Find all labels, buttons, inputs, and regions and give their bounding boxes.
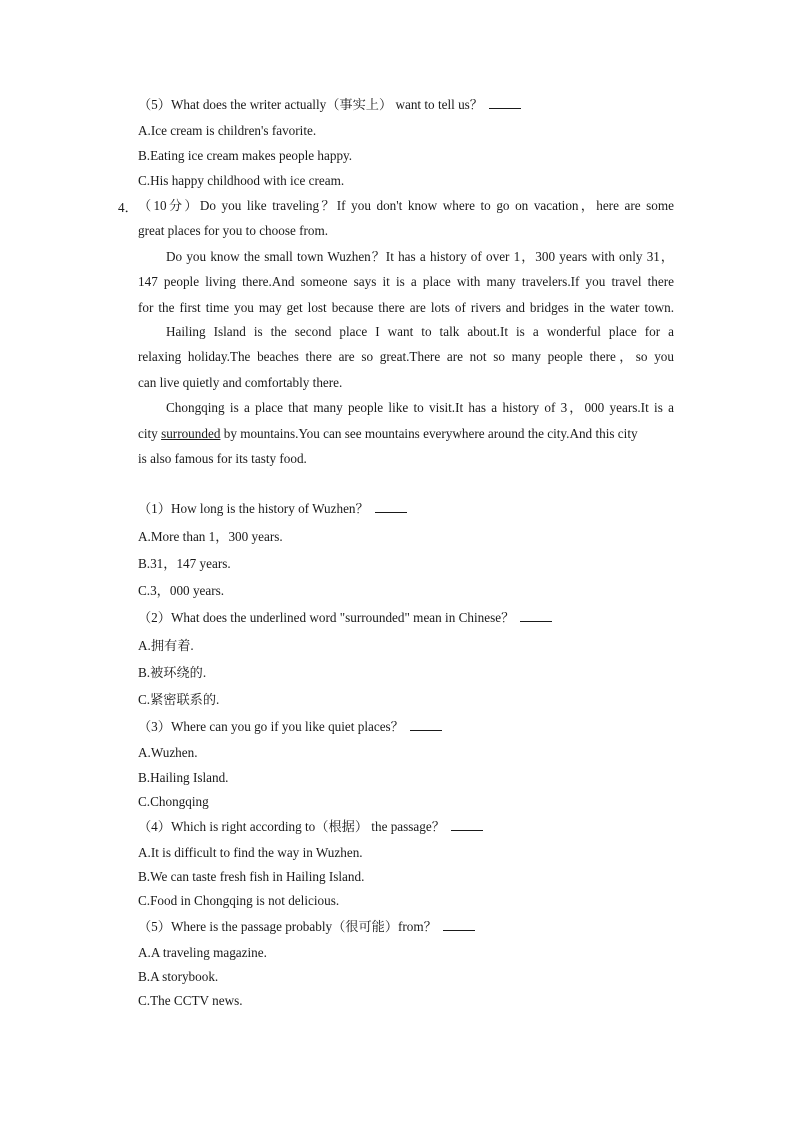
- option-c: C.Food in Chongqing is not delicious.: [138, 893, 340, 908]
- intro-line: （10分）Do you like traveling？If you don't know where to go on vacation，here are some: [138, 198, 674, 213]
- question-prompt: （3）Where can you go if you like quiet places？: [138, 718, 442, 736]
- question-prompt: （2）What does the underlined word "surrounded" mean in Chinese？: [138, 609, 552, 627]
- answer-blank[interactable]: [489, 96, 521, 109]
- option-c: C.3，000 years.: [138, 583, 225, 598]
- passage-line: for the first time you may get lost because there are lots of rivers and bridges in the water town.: [138, 300, 674, 315]
- option-c: C.紧密联系的.: [138, 692, 220, 707]
- passage-line: 147 people living there.And someone says it is a place with many travelers.If you travel there: [138, 274, 674, 289]
- answer-blank[interactable]: [410, 718, 442, 731]
- option-c: C.His happy childhood with ice cream.: [138, 173, 345, 188]
- option-c: C.The CCTV news.: [138, 993, 243, 1008]
- passage-line: can live quietly and comfortably there.: [138, 375, 343, 390]
- option-b: B.We can taste fresh fish in Hailing Island.: [138, 869, 365, 884]
- answer-blank[interactable]: [451, 818, 483, 831]
- option-a: A.A traveling magazine.: [138, 945, 267, 960]
- option-b: B.Hailing Island.: [138, 770, 229, 785]
- option-b: B.被环绕的.: [138, 665, 207, 680]
- option-a: A.Wuzhen.: [138, 745, 198, 760]
- option-b: B.A storybook.: [138, 969, 219, 984]
- answer-blank[interactable]: [520, 609, 552, 622]
- passage-line: is also famous for its tasty food.: [138, 451, 307, 466]
- option-a: A.It is difficult to find the way in Wuzhen.: [138, 845, 363, 860]
- passage-line: Chongqing is a place that many people like to visit.It has a history of 3，000 years.It is a: [166, 400, 674, 415]
- answer-blank[interactable]: [443, 918, 475, 931]
- passage-line: city surrounded by mountains.You can see mountains everywhere around the city.And this city: [138, 426, 638, 441]
- option-b: B.31，147 years.: [138, 556, 231, 571]
- passage-line: Do you know the small town Wuzhen？It has a history of over 1，300 years with only 31，: [166, 249, 674, 264]
- underlined-word: surrounded: [161, 426, 221, 441]
- intro-line: great places for you to choose from.: [138, 223, 329, 238]
- option-b: B.Eating ice cream makes people happy.: [138, 148, 353, 163]
- option-a: A.Ice cream is children's favorite.: [138, 123, 317, 138]
- option-a: A.拥有着.: [138, 638, 194, 653]
- passage-line: Hailing Island is the second place I want to talk about.It is a wonderful place for a: [166, 324, 674, 339]
- question-prompt: （5）What does the writer actually（事实上） want to tell us？: [138, 96, 521, 114]
- question-number: 4．: [118, 200, 138, 215]
- question-prompt: （4）Which is right according to（根据） the passage？: [138, 818, 483, 836]
- passage-line: relaxing holiday.The beaches there are so great.There are not so many people there，so you: [138, 349, 674, 364]
- question-prompt: （1）How long is the history of Wuzhen？: [138, 500, 407, 518]
- answer-blank[interactable]: [375, 500, 407, 513]
- option-a: A.More than 1，300 years.: [138, 529, 283, 544]
- question-prompt: （5）Where is the passage probably（很可能）from？: [138, 918, 475, 936]
- option-c: C.Chongqing: [138, 794, 209, 809]
